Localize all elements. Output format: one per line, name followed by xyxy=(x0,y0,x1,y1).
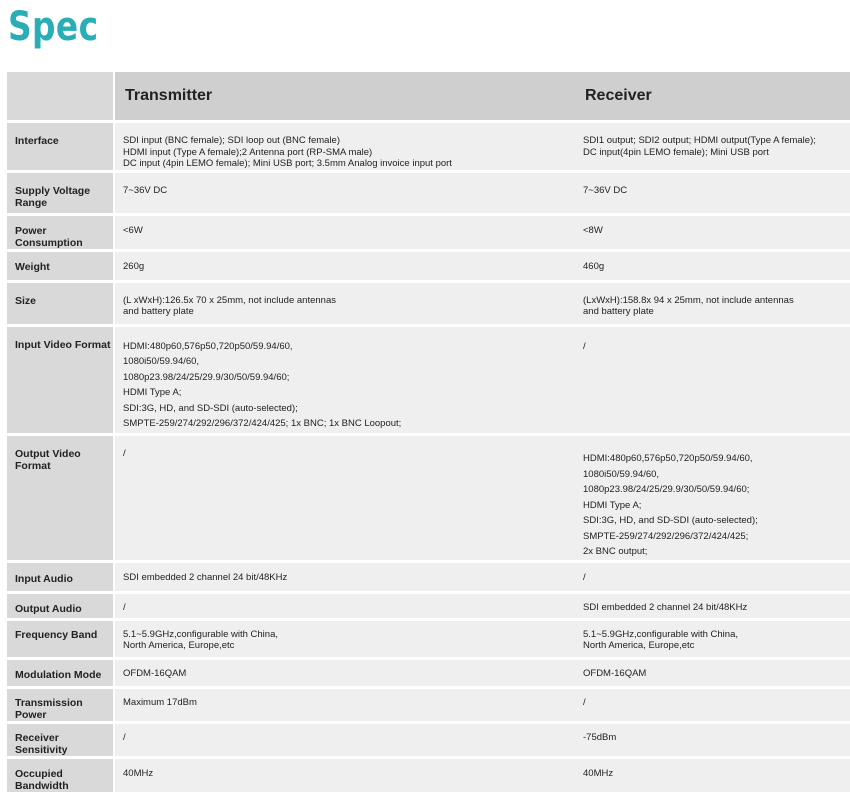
transmitter-value: Maximum 17dBm xyxy=(113,689,575,721)
table-row xyxy=(7,252,850,280)
receiver-value: OFDM-16QAM xyxy=(575,660,850,686)
header-receiver: Receiver xyxy=(575,72,850,120)
transmitter-value: 7~36V DC xyxy=(113,173,575,213)
table-row xyxy=(7,660,850,686)
transmitter-value: SDI embedded 2 channel 24 bit/48KHz xyxy=(113,563,575,591)
receiver-value: (LxWxH):158.8x 94 x 25mm, not include antennas and battery plate xyxy=(575,283,850,324)
row-label: Receiver Sensitivity xyxy=(7,724,113,756)
row-label: Output Audio xyxy=(7,594,113,618)
transmitter-value: / xyxy=(113,724,575,756)
row-label: Input Audio xyxy=(7,563,113,591)
transmitter-value: 5.1~5.9GHz,configurable with China, North America, Europe,etc xyxy=(113,621,575,657)
row-label: Supply Voltage Range xyxy=(7,173,113,213)
transmitter-value: 40MHz xyxy=(113,759,575,792)
receiver-value: 7~36V DC xyxy=(575,173,850,213)
receiver-value: 5.1~5.9GHz,configurable with China, North America, Europe,etc xyxy=(575,621,850,657)
transmitter-value: (L xWxH):126.5x 70 x 25mm, not include antennas and battery plate xyxy=(113,283,575,324)
header-transmitter: Transmitter xyxy=(113,72,575,120)
page-title: Spec xyxy=(8,4,99,50)
spec-table xyxy=(7,69,850,795)
receiver-value: / xyxy=(575,689,850,721)
row-label: Occupied Bandwidth xyxy=(7,759,113,792)
receiver-value: 40MHz xyxy=(575,759,850,792)
receiver-value: 460g xyxy=(575,252,850,280)
transmitter-value: / xyxy=(113,436,575,560)
transmitter-value: <6W xyxy=(113,216,575,249)
row-label: Interface xyxy=(7,123,113,170)
receiver-value: <8W xyxy=(575,216,850,249)
row-label: Transmission Power xyxy=(7,689,113,721)
row-label: Power Consumption xyxy=(7,216,113,249)
transmitter-value: / xyxy=(113,594,575,618)
table-row xyxy=(7,173,850,213)
row-label: Output Video Format xyxy=(7,436,113,560)
receiver-value: -75dBm xyxy=(575,724,850,756)
table-row xyxy=(7,594,850,618)
receiver-value: SDI embedded 2 channel 24 bit/48KHz xyxy=(575,594,850,618)
table-row xyxy=(7,436,850,560)
table-row xyxy=(7,759,850,792)
transmitter-value: 260g xyxy=(113,252,575,280)
transmitter-value: SDI input (BNC female); SDI loop out (BNC female) HDMI input (Type A female);2 Antenna port (RP-SMA male) DC input (4pin LEMO female); Mini USB port; 3.5mm Analog invoice input port xyxy=(113,123,575,170)
table-row xyxy=(7,216,850,249)
receiver-value: / xyxy=(575,563,850,591)
receiver-value: SDI1 output; SDI2 output; HDMI output(Type A female); DC input(4pin LEMO female); Mini USB port xyxy=(575,123,850,170)
row-label: Weight xyxy=(7,252,113,280)
transmitter-value: HDMI:480p60,576p50,720p50/59.94/60, 1080i50/59.94/60, 1080p23.98/24/25/29.9/30/50/59.94/60; HDMI Type A; SDI:3G, HD, and SD-SDI (auto-selected); SMPTE-259/274/292/296/372/424/425; 1x BNC; 1x BNC Loopout; xyxy=(113,327,575,433)
header-corner-cell xyxy=(7,72,113,120)
receiver-value: / xyxy=(575,327,850,433)
table-row xyxy=(7,123,850,170)
table-row xyxy=(7,283,850,324)
row-label: Size xyxy=(7,283,113,324)
table-row xyxy=(7,724,850,756)
row-label: Input Video Format xyxy=(7,327,113,433)
table-row xyxy=(7,621,850,657)
table-header-row xyxy=(7,72,850,120)
transmitter-value: OFDM-16QAM xyxy=(113,660,575,686)
row-label: Modulation Mode xyxy=(7,660,113,686)
table-row xyxy=(7,563,850,591)
table-row xyxy=(7,327,850,433)
row-label: Frequency Band xyxy=(7,621,113,657)
table-row xyxy=(7,689,850,721)
receiver-value: HDMI:480p60,576p50,720p50/59.94/60, 1080i50/59.94/60, 1080p23.98/24/25/29.9/30/50/59.94/60; HDMI Type A; SDI:3G, HD, and SD-SDI (auto-selected); SMPTE-259/274/292/296/372/424/425; 2x BNC output; xyxy=(575,436,850,560)
